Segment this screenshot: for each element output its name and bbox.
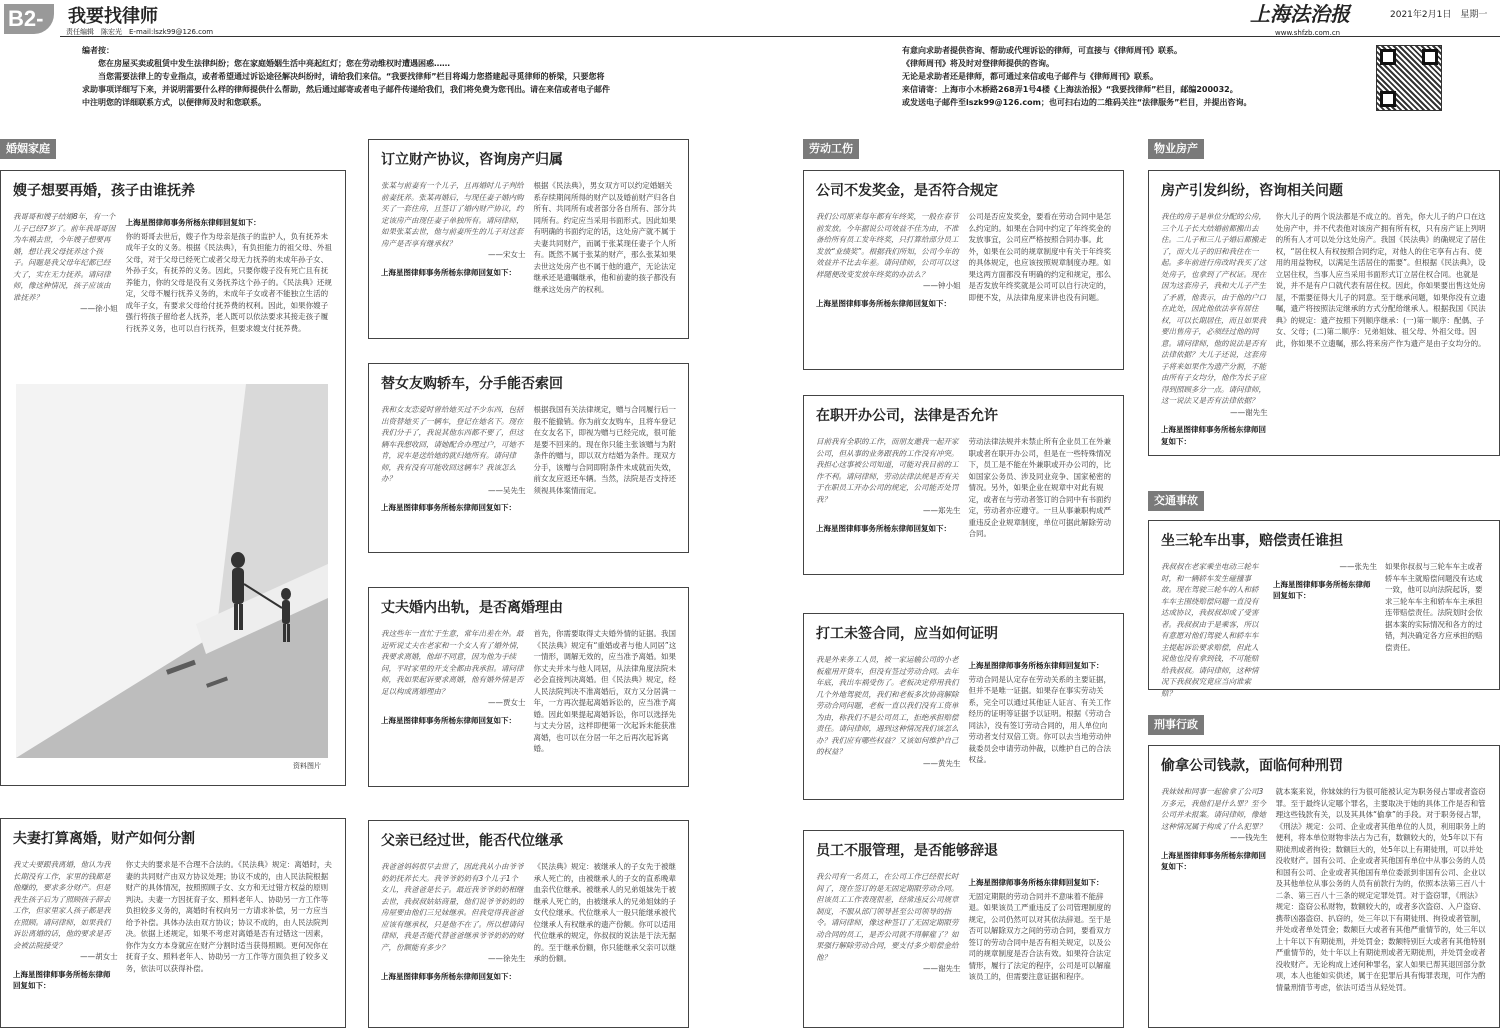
lawyer-reply-label: 上海星图律师事务所杨东律师回复如下： bbox=[1161, 425, 1266, 446]
article-title: 坐三轮车出事，赔偿责任谁担 bbox=[1161, 533, 1343, 549]
question-signature: ——谢先生 bbox=[923, 964, 961, 973]
answer-text: 无固定期限的劳动合同并不意味着不能辞退。如果该员工严重违反了公司管理制度的规定，公司仍然可以对其依法辞退。至于是否可以解除双方之间的劳动合同，要看双方签订的劳动合同中是否有相关规定，以及公司的规章制度是否合法有效。如果符合法定情形，履行了法定的程序，公司是可以解雇该员工的，但需要注意证据和程序。 bbox=[968, 891, 1111, 981]
question-signature: ——谢先生 bbox=[1230, 407, 1268, 417]
lawyer-reply-label: 上海星图律师事务所杨东律师回复如下： bbox=[13, 969, 111, 990]
article-card-a9 bbox=[803, 613, 1124, 800]
lawyer-reply-label: 上海星图律师事务所杨东律师回复如下： bbox=[968, 661, 1104, 670]
contact-line-3: 无论是求助者还是律师，都可通过来信或电子邮件与《律师周刊》联系。 bbox=[902, 72, 1158, 81]
lawyer-reply-label: 上海星图律师事务所杨东律师回复如下： bbox=[816, 523, 951, 533]
answer-text: 你的哥哥去世后，嫂子作为母亲是孩子的监护人，负有抚养未成年子女的义务。根据《民法典》，有负担能力的祖父母、外祖父母，对于父母已经死亡或者父母无力抚养的未成年孙子女、外孙子女，有抚养的义务。因此，只要你嫂子没有死亡且有抚养能力，你的父母是没有义务抚养这个孙子的。《民法典》还规定，父母不履行抚养义务的，未成年子女或者不能独立生活的成年子女，有要求父母给付抚养费的权利。因此，如果你嫂子强行将孩子留给老人抚养，老人既可以依法要求其接走孩子履行抚养义务，也可以自行抚养，但要求嫂支付抚养费。 bbox=[125, 231, 332, 333]
article-card-a3 bbox=[368, 363, 689, 553]
answer-text: 就本案来说，你妹妹的行为很可能被认定为职务侵占罪或者盗窃罪。至于最终认定哪个罪名，主要取决于她的具体工作是否和管理这些钱款有关，以及其具体“偷拿”的手段。对于职务侵占罪，《刑法》规定：公司、企业或者其他单位的人员，利用职务上的便利，将本单位财物非法占为己有，数额较大的，处5年以下有期徒刑或者拘役；数额巨大的，处5年以上有期徒刑，可以并处没收财产。国有公司、企业或者其他国有单位中从事公务的人员和国有公司、企业或者其他国有单位委派到非国有公司、企业以及其他单位从事公务的人员有前款行为的，依照本法第三百八十二条、第三百八十三条的规定定罪处罚。对于盗窃罪，《刑法》规定：盗窃公私财物，数额较大的，或者多次盗窃、入户盗窃、携带凶器盗窃、扒窃的，处三年以下有期徒刑、拘役或者管制，并处或者单处罚金；数额巨大或者有其他严重情节的，处三年以上十年以下有期徒刑，并处罚金；数额特别巨大或者有其他特别严重情节的，处十年以上有期徒刑或者无期徒刑，并处罚金或者没收财产。无论构成上述何种罪名，家人如果已帮其退回部分款项，本人也能如实供述，属于在犯罪后具有悔罪表现，可作为酌情量刑情节考虑，依法可适当从轻处罚。 bbox=[1275, 787, 1486, 992]
editor-note-label: 编者按： bbox=[82, 46, 114, 55]
question-text: 目前我有全职的工作，而朋友邀我一起开家公司，但从事的业务跟我的工作没有冲突。我担心这事被公司知道，可能对我目前的工作不利。请问律师，劳动法律法规是否有关于在职员工开办公司的规定，公司能否处罚我？ bbox=[816, 437, 959, 504]
question-signature: ——钟小姐 bbox=[923, 281, 961, 290]
answer-text: 劳动合同是认定存在劳动关系的主要证据，但并不是唯一证据。如果存在事实劳动关系，完全可以通过其他证人证言、有关工作经历的证明等证据予以证明。根据《劳动合同法》，没有签订劳动合同的，用人单位向劳动者支付双倍工资。你可以去当地劳动仲裁委员会申请劳动仲裁，以维护自己的合法权益。 bbox=[968, 674, 1111, 764]
lawyer-reply-label: 上海星图律师事务所杨东律师回复如下： bbox=[381, 267, 516, 277]
masthead-logo: 上海法治报 bbox=[1250, 2, 1350, 26]
answer-text: 公司是否应发奖金，要看在劳动合同中是怎么约定的。如果在合同中约定了年终奖金的发放事宜，公司应严格按照合同办事。此外，如果在公司的规章制度中有关于年终奖的具体规定，也应该按照规章制度办理。如果这两方面都没有明确的约定和规定，那么是否发放年终奖就是公司可以自行决定的，即便不发，从法律角度来讲也没有问题。 bbox=[968, 212, 1111, 302]
question-signature: ——徐先生 bbox=[488, 954, 526, 963]
section-tab-traffic: 交通事故 bbox=[1148, 491, 1204, 511]
answer-text: 首先，你需要取得丈夫婚外情的证据。我国《民法典》规定有“重婚或者与他人同居”这一情形，调解无效的，应当准予离婚。如果你丈夫并未与他人同居，从法律角度法院未必会直接判决离婚。但《民法典》规定，经人民法院判决不准离婚后，双方又分居满一年，一方再次提起离婚诉讼的，应当准予离婚。因此如果提起离婚诉讼，你可以选择先与丈夫分居，这样即便第一次起诉未能获准离婚，也可以在分居一年之后再次起诉离婚。 bbox=[533, 629, 677, 753]
section-tab-marriage: 婚姻家庭 bbox=[0, 139, 56, 159]
article-title: 替女友购轿车，分手能否索回 bbox=[381, 376, 563, 392]
lawyer-reply-label: 上海星图律师事务所杨东律师回复如下： bbox=[968, 878, 1104, 887]
question-signature: ——胡女士 bbox=[80, 952, 118, 961]
article-title: 嫂子想要再婚，孩子由谁抚养 bbox=[13, 183, 195, 199]
editor-note-p1: 您在房屋买卖或租赁中发生法律纠纷；您在家庭婚姻生活中亮起红灯；您在劳动维权时遭遇困惑…… bbox=[98, 59, 450, 68]
question-text: 我公司有一名员工，在公司工作已经很长时间了，现在签订的是无固定期限劳动合同。但该员工工作表现很差，经常违反公司规章制度，不服从部门领导甚至公司领导的指令。请问律师，像这种签订了无固定期限劳动合同的员工，是否公司就不得解雇了？如果强行解除劳动合同，要支付多少赔偿金给他？ bbox=[816, 872, 959, 962]
contact-line-2: 《律师周刊》将及时对登律师提供的咨询。 bbox=[902, 59, 1054, 68]
section-tab-criminal: 刑事行政 bbox=[1148, 715, 1204, 735]
question-text: 我是外来务工人员，被一家运输公司的小老板雇用开货车，但没有签过劳动合同。去年年底，我出车祸受伤了。老板决定停用我们几个外地驾驶员，我们和老板多次协商解除劳动合同问题，老板一直以我们没有工资单为由，称我们不是公司员工，拒绝承担赔偿责任。请问律师，遇到这种情况我们该怎么办？我们应有哪些权益？又该如何维护自己的权益？ bbox=[816, 655, 959, 756]
question-signature: ——钱先生 bbox=[1230, 833, 1268, 842]
lawyer-reply-label: 上海星图律师事务所杨东律师回复如下： bbox=[125, 218, 261, 227]
question-signature: ——吴先生 bbox=[488, 485, 526, 495]
article-title: 偷拿公司钱款，面临何种刑罚 bbox=[1161, 758, 1343, 774]
editor-note-p2: 当您需要法律上的专业指点，或者希望通过诉讼途径解决纠纷时，请给我们来信。“我要找律师”栏目将竭力您搭建起寻觅律师的桥梁，只要您将求助事项详细写下来，并说明需要什么样的律师提供什么帮助，然后通过邮寄或者电子邮件传递给我们，我们将免费为您刊出。请在来信或者电子邮件中注明您的详细联系方式，以便律师及时和您联系。 bbox=[82, 72, 610, 107]
question-signature: ——郑先生 bbox=[923, 506, 961, 515]
article-title: 公司不发奖金，是否符合规定 bbox=[816, 183, 998, 199]
question-signature: ——贾女士 bbox=[488, 698, 526, 707]
question-signature: ——徐小姐 bbox=[80, 304, 118, 313]
section-tab-property: 物业房产 bbox=[1148, 139, 1204, 159]
article-card-a10 bbox=[803, 830, 1124, 1028]
editor-note bbox=[82, 44, 612, 109]
column-title: 我要找律师 bbox=[68, 6, 158, 27]
answer-text: 如果你叔叔与三轮车车主或者轿车车主就赔偿问题没有达成一致，他可以向法院起诉，要求三轮车车主和轿车车主承担连带赔偿责任。法院划时会依据本案的实际情况和各方的过错，判决确定各方应承担的赔偿责任。 bbox=[1385, 562, 1483, 652]
qr-code-icon[interactable] bbox=[1376, 45, 1442, 111]
question-text: 我哥哥和嫂子结婚8年，有一个儿子已经7岁了。前年我哥哥因为车祸去世，今年嫂子想要再婚，想让我父母抚养这个孩子。问题是我父母年纪都已经大了，实在无力抚养。请问律师，像这种情况，孩子应该由谁抚养？ bbox=[13, 212, 116, 302]
contact-line-5: 或发送电子邮件至lszk99@126.com；也可扫右边的二维码关注“法律服务”栏目，并提出咨询。 bbox=[902, 98, 1252, 107]
contact-info bbox=[902, 44, 1362, 109]
question-text: 我爸爸妈妈很早去世了，因此我从小由爷爷奶奶抚养长大。我爷爷奶奶有3个儿子1个女儿，我爸爸是长子。最近我爷爷奶奶相继去世，我叔叔姑姑商量，他们说爷爷奶奶的房屋要由他们三兄妹继承。但我觉得我爸爸应该有继承权，只是他不在了。所以想请问律师，我是否能代替爸爸继承爷爷奶奶的财产，份额能有多少？ bbox=[381, 862, 524, 952]
issue-date: 2021年2月1日 星期一 bbox=[1390, 10, 1488, 20]
article-card-a13 bbox=[1148, 745, 1500, 1028]
article-title: 在职开办公司，法律是否允许 bbox=[816, 408, 998, 424]
article-card-a4 bbox=[368, 587, 689, 787]
article-card-a2 bbox=[368, 139, 689, 339]
lawyer-reply-label: 上海星图律师事务所杨东律师回复如下： bbox=[1273, 579, 1371, 600]
question-signature: ——张先生 bbox=[1339, 562, 1377, 571]
picture-caption: 资料图片 bbox=[293, 762, 321, 770]
question-text: 我们公司原来每年都有年终奖，一般在春节前发放。今年据说公司效益不佳为由，不准备给所有员工发年终奖，只打算给部分员工发放“业绩奖”。根据我们所知，公司今年的效益并不比去年差。请问律师，公司可以这样随便改变发放年终奖的办法么？ bbox=[816, 212, 959, 279]
article-card-a5 bbox=[0, 818, 346, 1028]
contact-line-4: 来信请寄：上海市小木桥路268弄1号4楼《上海法治报》“我要找律师”栏目，邮编200032。 bbox=[902, 85, 1238, 94]
answer-text: 根据我国有关法律规定，赠与合同履行后一般不能撤销。你为前女友购车，且将车登记在女友名下，即视为赠与已经完成，很可能是要不回来的。现在你只能主张该赠与为附条件的赠与，即以双方结婚为条件。现双方分手，该赠与合同即附条件未成就而失效，前女友应返还车辆。当然，法院是否支持还须视具体案情而定。 bbox=[533, 405, 676, 495]
question-text: 我住的房子是单位分配的公房，三个儿子长大结婚前都搬出去住。二儿子和三儿子婚后都搬走了，而大儿子的旧和我住在一起。多年前进行房改时我买了这处房子，也拿到了产权证。现在因为这套房子，我和大儿子产生了矛盾，他表示，由于他的户口在此处，因此他依法享有居住权，可以长期居住，而且如果我要出售房子，必须经过他的同意。请问律师，他的说法是否有法律依据？大儿子还说，这套房子将来如果作为遗产分割，不能由所有子女均分，他作为长子应得到照顾多分一点。请问律师，这一说法又是否有法律依据？ bbox=[1161, 212, 1266, 405]
page-number-badge: B2-3 bbox=[4, 4, 54, 34]
illustration-image bbox=[16, 384, 328, 758]
lawyer-reply-label: 上海星图律师事务所杨东律师回复如下： bbox=[381, 715, 516, 725]
answer-text: 根据《民法典》，男女双方可以约定婚姻关系存续期间所得的财产以及婚前财产归各自所有、共同所有或者部分各自所有、部分共同所有。约定应当采用书面形式。因此如果有明确的书面约定的话，这处房产就不属于夫妻共同财产，而属于张某现任妻子个人所有。既然不属于张某的财产，那么张某如果去世这处房产也不属于他的遗产，无论法定继承还是遗嘱继承，他和前妻的孩子都没有继承这处房产的权利。 bbox=[533, 181, 676, 294]
answer-text: 你丈夫的要求是不合理不合法的。《民法典》规定：离婚时，夫妻的共同财产由双方协议处理；协议不成的，由人民法院根据财产的具体情况，按照照顾子女、女方和无过错方权益的原则判决。夫妻一方因抚育子女、照料老年人、协助另一方工作等负担较多义务的，离婚时有权向另一方请求补偿，另一方应当给予补偿。具体办法由双方协议；协议不成的，由人民法院判决。依据上述规定，如果不考虑对离婚是否有过错这一因素，你作为女方本身就应在财产分割时适当获得照顾。更何况你在抚育子女、照料老年人、协助另一方工作等方面负担了较多义务，依法可以获得补偿。 bbox=[125, 860, 332, 973]
article-card-a11 bbox=[1148, 170, 1500, 456]
answer-text: 劳动法律法规并未禁止所有企业员工在外兼职或者在职开办公司，但是在一些特殊情况下，员工是不能在外兼职或开办公司的，比如国家公务员、涉及同业竞争、国家秘密的情况。另外，如果企业在规章中对此有规定，或者在与劳动者签订的合同中有书面约定，劳动者亦应遵守。一旦从事兼职构成严重违反企业规章制度，单位可据此解除劳动合同。 bbox=[968, 437, 1111, 538]
lawyer-reply-label: 上海星图律师事务所杨东律师回复如下： bbox=[381, 971, 516, 981]
section-tab-labor: 劳动工伤 bbox=[803, 139, 859, 159]
article-title: 丈夫婚内出轨，是否离婚理由 bbox=[381, 600, 563, 616]
contact-line-1: 有意向求助者提供咨询、帮助或代理诉讼的律师，可直接与《律师周刊》联系。 bbox=[902, 46, 1182, 55]
article-title: 打工未签合同，应当如何证明 bbox=[816, 626, 998, 642]
question-text: 我和女友恋爱时曾给她买过不少东西，包括出资替她买了一辆车，登记在她名下。现在我们分手了，我说其他东西都不要了，但这辆车我想收回，请她配合办理过户，可她不肯，说车是送给她的就归她所有。请问律师，我有没有可能收回这辆车？我该怎么办？ bbox=[381, 405, 524, 483]
article-card-a6 bbox=[368, 820, 689, 1028]
article-card-a7 bbox=[803, 170, 1124, 370]
lawyer-reply-label: 上海星图律师事务所杨东律师回复如下： bbox=[381, 503, 516, 512]
illustration-svg bbox=[16, 384, 328, 758]
article-card-a8 bbox=[803, 395, 1124, 575]
article-title: 房产引发纠纷，咨询相关问题 bbox=[1161, 183, 1343, 199]
question-text: 我叔叔在老家乘坐电动三轮车时，和一辆轿车发生碰撞事故。现在驾驶三轮车的人和轿车车主围绕赔偿问题一直没有达成协议，我叔叔却成了受害者。我叔叔由于是乘客，所以有意愿对他们驾驶人和轿车车主提起诉讼要求赔偿，但此人说他也没有拿到钱，不可能赔给我叔叔。请问律师，这种情况下我叔叔究竟应当向谁索赔？ bbox=[1161, 562, 1259, 698]
question-text: 我这些年一直忙于生意，常年出差在外。最近听说丈夫在老家和一个女人有了婚外情，我要求离婚，他却不同意，因为他为手续问，平时家里的开支全都由我承担。请问律师，我如果起诉要求离婚，他有婚外情是否足以构成离婚理由？ bbox=[381, 629, 524, 696]
article-title: 员工不服管理，是否能够辞退 bbox=[816, 843, 998, 859]
article-title: 父亲已经过世，能否代位继承 bbox=[381, 833, 563, 849]
question-text: 张某与前妻有一个儿子，且再婚时儿子判给前妻抚养。张某再婚后，与现任妻子婚内购买了一套住房，且签订了婚内财产协议，约定该房产由现任妻子单独所有。请问律师，如果张某去世，他与前妻所生的儿子对这套房产是否享有继承权？ bbox=[381, 181, 524, 248]
article-card-a12 bbox=[1148, 520, 1500, 698]
question-signature: ——宋女士 bbox=[488, 250, 526, 259]
question-text: 我丈夫要跟我离婚，他认为我长期没有工作，家里的钱都是他赚的，要求多分财产。但是我生孩子后为了照顾孩子辞去工作，但家里家人孩子都是我在照顾。请问律师，如果我们诉讼离婚的话，他的要求是否会被法院接受？ bbox=[13, 860, 111, 950]
question-signature: ——黄先生 bbox=[923, 758, 961, 768]
lawyer-reply-label: 上海星图律师事务所杨东律师回复如下： bbox=[1161, 850, 1266, 871]
answer-text: 你大儿子的两个说法都是不成立的。首先，你大儿子的户口在这处房产中，并不代表他对该房产拥有所有权，只有房产证上列明的所有人才可以处分这处房产。我国《民法典》的确规定了居住权，“居住权人有权按照合同约定，对他人的住宅享有占有、使用的用益物权，以满足生活居住的需要”。但根据《民法典》，设立居住权，当事人应当采用书面形式订立居住权合同。也就是说，并不是有户口就代表有居住权。因此，你如果要出售这处房屋，不需要征得大儿子的同意。至于继承问题，如果你没有立遗嘱，遗产将按照法定继承的方式分配给继承人。根据我国《民法典》的规定：遗产按照下列顺序继承：(一)第一顺序：配偶、子女、父母；(二)第二顺序：兄弟姐妹、祖父母、外祖父母。因此，你如果不立遗嘱，那么将来房产作为遗产是由子女均分的。 bbox=[1275, 212, 1486, 348]
question-text: 我妹妹和同事一起偷拿了公司3万多元，我他们是什么罪？至今公司并未报案。请问律师，像她这种情况属于构成了什么犯罪？ bbox=[1161, 787, 1266, 831]
masthead-url: www.shfzb.com.cn bbox=[1275, 29, 1341, 37]
article-title: 夫妻打算离婚，财产如何分割 bbox=[13, 831, 195, 847]
article-title: 订立财产协议，咨询房产归属 bbox=[381, 152, 563, 168]
lawyer-reply-label: 上海星图律师事务所杨东律师回复如下： bbox=[816, 298, 951, 308]
editor-line: 责任编辑 陈宏光 E-mail:lszk99@126.com bbox=[66, 28, 214, 36]
answer-text: 《民法典》规定：被继承人的子女先于被继承人死亡的，由被继承人的子女的直系晚辈血亲代位继承。被继承人的兄弟姐妹先于被继承人死亡的，由被继承人的兄弟姐妹的子女代位继承。代位继承人一般只能继承被代位继承人有权继承的遗产份额。你可以适用代位继承的规定，你叔叔的说法是于法无据的。至于继承份额，你只能继承父亲可以继承的份额。 bbox=[533, 862, 676, 963]
